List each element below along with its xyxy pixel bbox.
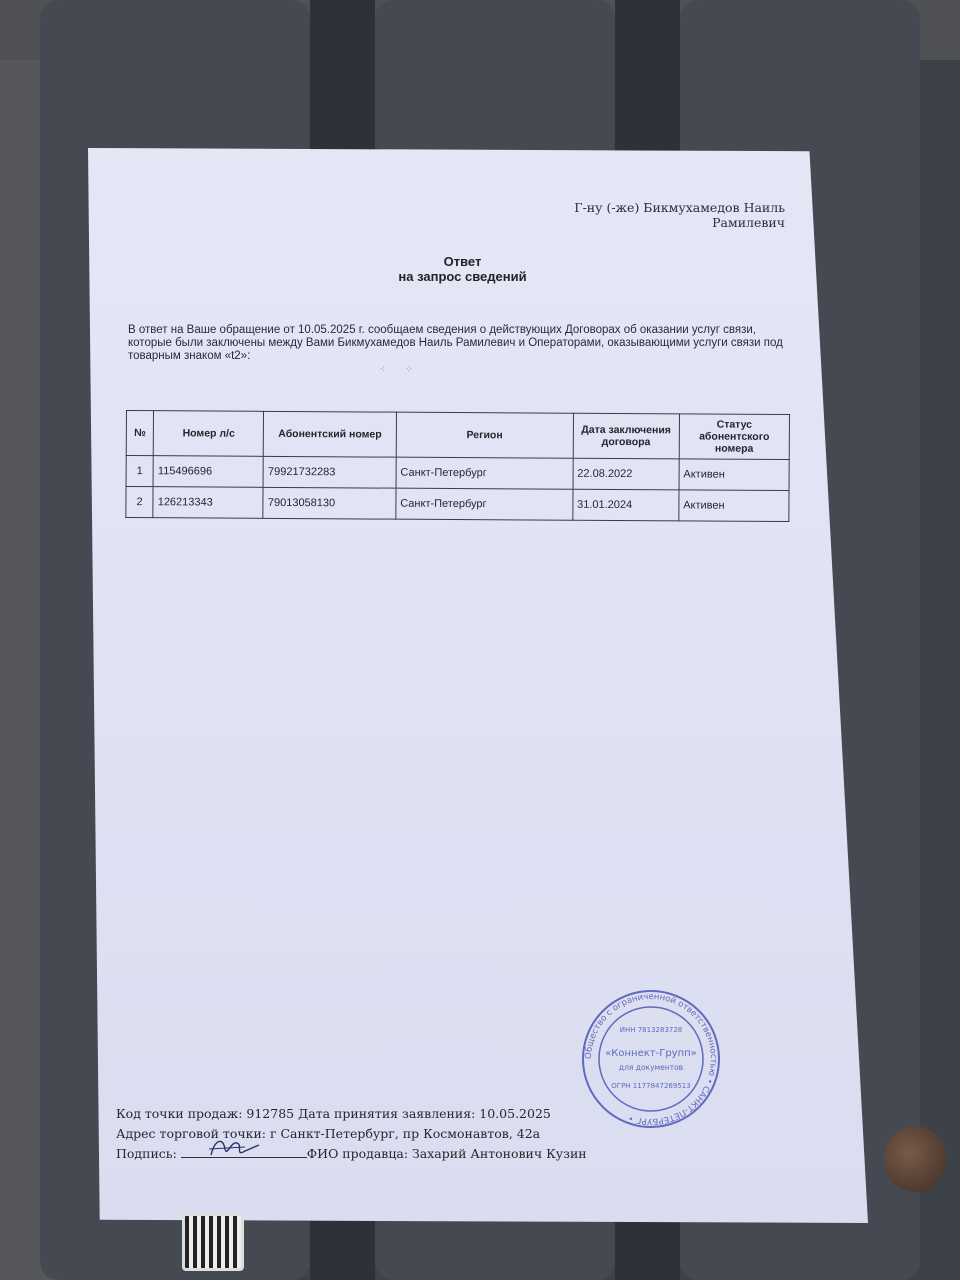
document-title <box>340 254 585 284</box>
stamp-purpose: для документов <box>618 1063 684 1072</box>
header-cell: Дата заключения договора <box>573 413 679 459</box>
qr-sticker <box>182 1213 244 1271</box>
cell-date: 31.01.2024 <box>573 489 679 521</box>
cell-index: 2 <box>126 487 153 518</box>
stamp-company: «Коннект-Групп» <box>605 1048 697 1059</box>
header-cell: Статус абонентского номера <box>679 414 789 460</box>
cell-region: Санкт-Петербург <box>396 488 573 520</box>
table-row <box>126 487 789 522</box>
cell-account: 115496696 <box>153 456 263 488</box>
cell-status: Активен <box>679 459 789 491</box>
header-cell: Номер л/с <box>154 411 264 457</box>
stamp-outer-text: Общество с ограниченной ответственностью • САНКТ-ПЕТЕРБУРГ • <box>583 991 719 1127</box>
document-footer <box>116 1104 676 1164</box>
signature-label: Подпись: <box>116 1146 177 1161</box>
title-line-2: на запрос сведений <box>398 269 527 284</box>
header-cell: Абонентский номер <box>264 411 397 457</box>
signature-field <box>181 1145 307 1158</box>
handwritten-signature <box>205 1135 265 1161</box>
cell-account: 126213343 <box>153 487 263 519</box>
addressee: Г-ну (-же) Бикмухамедов Наиль Рамилевич <box>574 200 785 230</box>
intro-paragraph: В ответ на Ваше обращение от 10.05.2025 г. сообщаем сведения о действующих Договорах об оказании услуг связи, которые были заключены между Вами Бикмухамедов Наиль Рамилевич и Операторами, оказывающими услуги связи под товарным знаком «t2»: <box>128 324 783 362</box>
print-specks: ⁖ ⁘ <box>380 364 413 374</box>
stamp-inn: ИНН 7813283728 <box>619 1026 683 1034</box>
title-line-1: Ответ <box>443 254 482 269</box>
table-header-row <box>126 411 789 460</box>
header-cell: № <box>126 411 154 456</box>
cell-region: Санкт-Петербург <box>396 457 573 489</box>
document-sheet <box>88 148 868 1223</box>
contracts-table <box>125 410 790 522</box>
seller-name: ФИО продавца: Захарий Антонович Кузин <box>306 1146 587 1161</box>
cell-status: Активен <box>679 490 789 522</box>
signature-line <box>116 1144 676 1164</box>
cell-date: 22.08.2022 <box>573 458 679 490</box>
cell-phone: 79013058130 <box>263 487 396 519</box>
address-line: Адрес торговой точки: г Санкт-Петербург, пр Космонавтов, 42а <box>116 1126 541 1141</box>
sales-point-line: Код точки продаж: 912785 Дата принятия заявления: 10.05.2025 <box>116 1106 551 1121</box>
stamp-ogrn: ОГРН 1177847269513 <box>611 1082 691 1090</box>
header-cell: Регион <box>396 412 573 458</box>
cell-index: 1 <box>126 456 153 487</box>
table-row <box>126 456 789 491</box>
bench-bolt <box>884 1126 946 1192</box>
cell-phone: 79921732283 <box>263 456 396 488</box>
